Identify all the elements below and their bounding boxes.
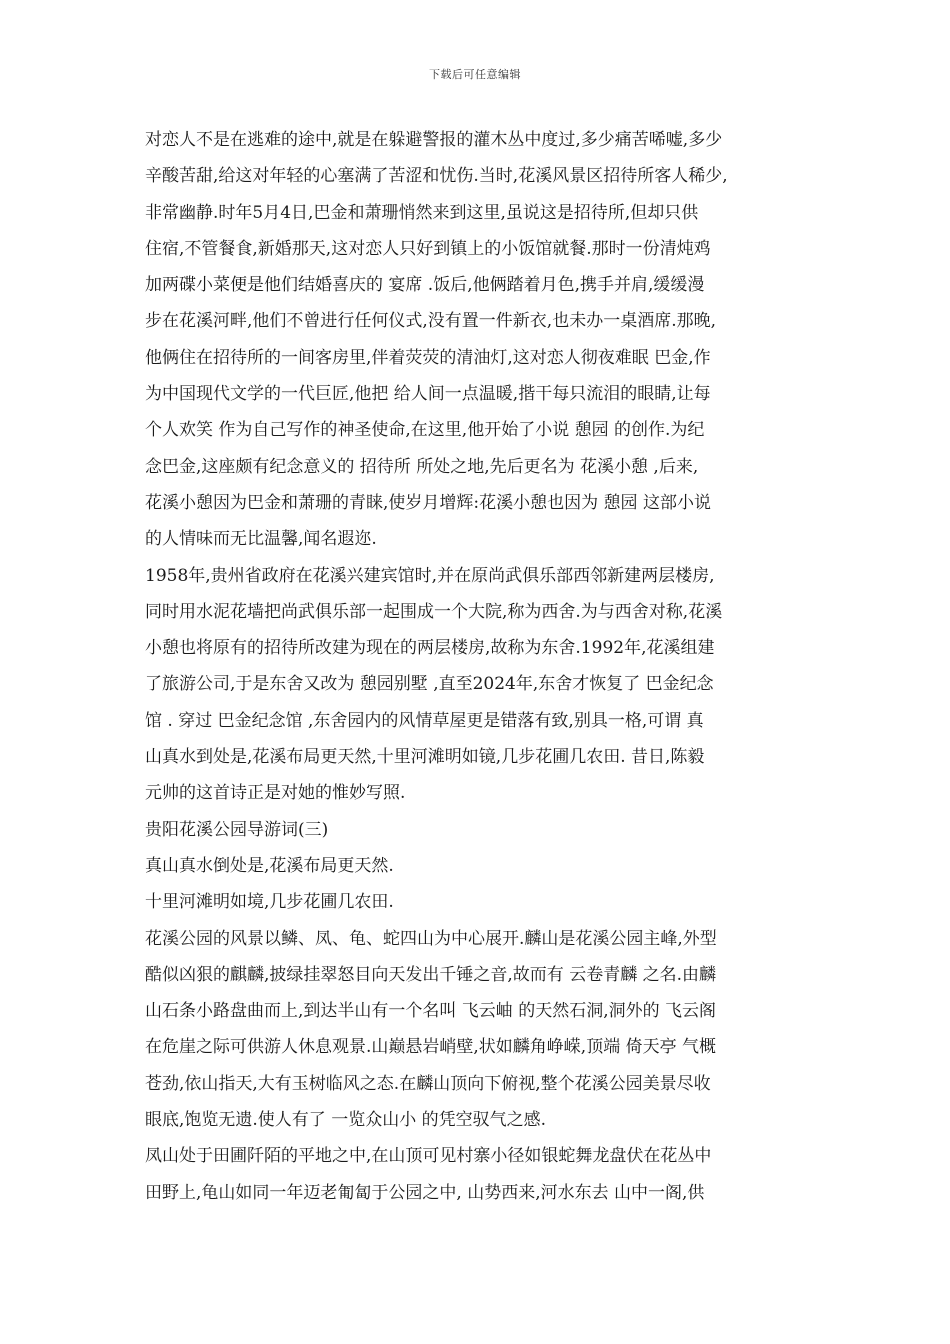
text-line: 元帅的这首诗正是对她的惟妙写照.: [145, 783, 406, 804]
text-line: 十里河滩明如境,几步花圃几农田.: [145, 892, 394, 913]
text-line: 馆 . 穿过 巴金纪念馆 ,东舍园内的风情草屋更是错落有致,别具一格,可谓 真: [145, 710, 704, 731]
text-line: 为中国现代文学的一代巨匠,他把 给人间一点温暖,揩干每只流泪的眼睛,让每: [145, 384, 711, 405]
text-line: 对恋人不是在逃难的途中,就是在躲避警报的灌木丛中度过,多少痛苦唏嘘,多少: [145, 130, 723, 150]
text-line: 非常幽静.时年5月4日,巴金和萧珊悄然来到这里,虽说这是招待所,但却只供: [145, 202, 699, 223]
text-line: 个人欢笑 作为自己写作的神圣使命,在这里,他开始了小说 憩园 的创作.为纪: [145, 420, 705, 441]
text-line: 花溪公园的风景以鳞、凤、龟、蛇四山为中心展开.麟山是花溪公园主峰,外型: [145, 928, 717, 949]
text-line: 小憩也将原有的招待所改建为现在的两层楼房,故称为东舍.1992年,花溪组建: [145, 638, 715, 659]
text-line: 1958年,贵州省政府在花溪兴建宾馆时,并在原尚武俱乐部西邻新建两层楼房,: [145, 565, 715, 586]
text-line: 加两碟小菜便是他们结婚喜庆的 宴席 .饭后,他俩踏着月色,携手并肩,缓缓漫: [145, 275, 705, 296]
page-header: 下载后可任意编辑: [429, 68, 521, 81]
text-line: 酷似凶狠的麒麟,披绿挂翠怒目向天发出千锤之音,故而有 云卷青麟 之名.由麟: [145, 964, 717, 985]
text-line: 真山真水倒处是,花溪布局更天然.: [145, 855, 394, 876]
text-line: 他俩住在招待所的一间客房里,伴着荧荧的清油灯,这对恋人彻夜难眠 巴金,作: [145, 347, 711, 368]
text-line: 了旅游公司,于是东舍又改为 憩园别墅 ,直至2024年,东舍才恢复了 巴金纪念: [145, 674, 714, 695]
text-line: 眼底,饱览无遗.使人有了 一览众山小 的凭空驭气之感.: [145, 1110, 547, 1131]
text-line: 花溪小憩因为巴金和萧珊的青睐,使岁月增辉:花溪小憩也因为 憩园 这部小说: [145, 492, 711, 513]
text-line: 贵阳花溪公园导游词(三): [145, 819, 329, 840]
text-line: 在危崖之际可供游人休息观景.山巅悬岩峭壁,状如麟角峥嵘,顶端 倚天亭 气概: [145, 1037, 717, 1058]
text-line: 同时用水泥花墙把尚武俱乐部一起围成一个大院,称为西舍.为与西舍对称,花溪: [145, 601, 723, 622]
text-line: 辛酸苦甜,给这对年轻的心塞满了苦涩和忧伤.当时,花溪风景区招待所客人稀少,: [145, 166, 728, 187]
text-line: 步在花溪河畔,他们不曾进行任何仪式,没有置一件新衣,也未办一桌酒席.那晚,: [145, 311, 717, 332]
text-line: 凤山处于田圃阡陌的平地之中,在山顶可见村寨小径如银蛇舞龙盘伏在花丛中: [145, 1146, 712, 1167]
text-line: 山真水到处是,花溪布局更天然,十里河滩明如镜,几步花圃几农田. 昔日,陈毅: [145, 747, 705, 768]
text-line: 念巴金,这座颇有纪念意义的 招待所 所处之地,先后更名为 花溪小憩 ,后来,: [145, 456, 699, 477]
text-line: 山石条小路盘曲而上,到达半山有一个名叫 飞云岫 的天然石洞,洞外的 飞云阁: [145, 1001, 717, 1022]
text-line: 的人情味而无比温馨,闻名遐迩.: [145, 529, 377, 550]
text-line: 住宿,不管餐食,新婚那天,这对恋人只好到镇上的小饭馆就餐.那时一份清炖鸡: [145, 238, 711, 259]
text-line: 田野上,龟山如同一年迈老匍匐于公园之中, 山势西来,河水东去 山中一阁,供: [145, 1182, 705, 1203]
text-line: 苍劲,依山指天,大有玉树临风之态.在麟山顶向下俯视,整个花溪公园美景尽收: [145, 1073, 711, 1094]
document-body: [145, 122, 815, 1211]
